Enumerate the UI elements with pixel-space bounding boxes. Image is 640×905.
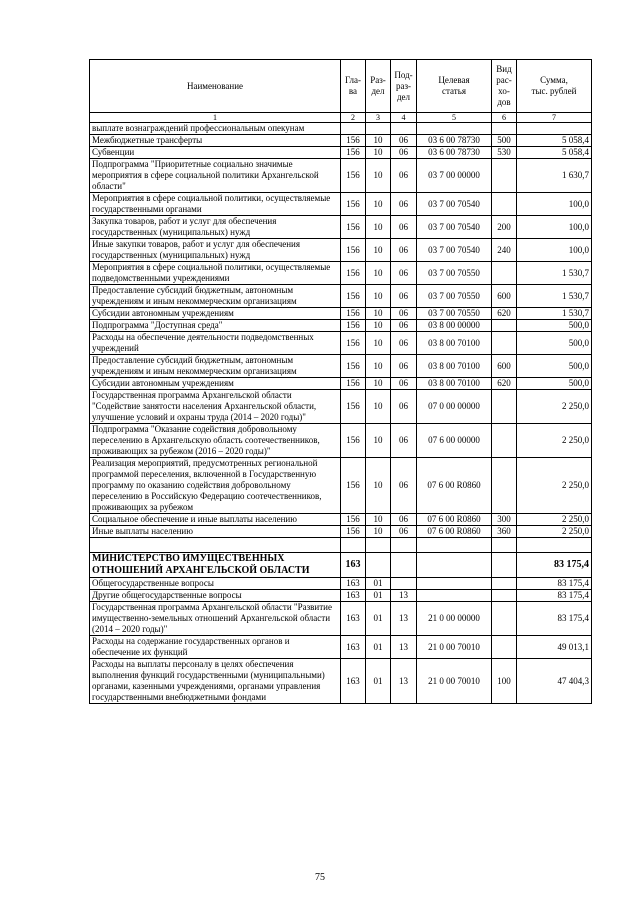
row-name: Предоставление субсидий бюджетным, автономным учреждениям и иным некоммерческим организациям xyxy=(90,285,341,308)
row-glava: 156 xyxy=(341,147,366,159)
row-name xyxy=(90,538,341,553)
row-podrazdel: 06 xyxy=(391,390,417,424)
column-number: 6 xyxy=(492,113,517,123)
row-expense-type xyxy=(492,553,517,578)
row-target-article: 03 7 00 70550 xyxy=(417,308,492,320)
column-number: 2 xyxy=(341,113,366,123)
row-glava: 156 xyxy=(341,262,366,285)
row-podrazdel: 06 xyxy=(391,193,417,216)
row-razdel: 10 xyxy=(366,514,391,526)
row-podrazdel: 06 xyxy=(391,147,417,159)
row-name: Субсидии автономным учреждениям xyxy=(90,308,341,320)
row-glava: 156 xyxy=(341,216,366,239)
row-podrazdel: 06 xyxy=(391,308,417,320)
table-row xyxy=(90,578,592,590)
row-podrazdel: 06 xyxy=(391,378,417,390)
row-razdel: 10 xyxy=(366,135,391,147)
row-podrazdel xyxy=(391,578,417,590)
row-podrazdel: 13 xyxy=(391,590,417,602)
row-sum: 1 630,7 xyxy=(517,159,592,193)
table-row xyxy=(90,659,592,704)
row-glava: 163 xyxy=(341,590,366,602)
row-expense-type: 600 xyxy=(492,285,517,308)
column-number: 5 xyxy=(417,113,492,123)
row-razdel: 01 xyxy=(366,590,391,602)
row-target-article: 03 8 00 70100 xyxy=(417,378,492,390)
row-target-article: 07 6 00 R0860 xyxy=(417,514,492,526)
row-expense-type xyxy=(492,262,517,285)
header-target: Целевая статья xyxy=(417,60,492,113)
row-razdel: 10 xyxy=(366,332,391,355)
row-name: Подпрограмма "Приоритетные социально значимые мероприятия в сфере социальной политики Архангельской области" xyxy=(90,159,341,193)
header-podrazdel: Под- раз- дел xyxy=(391,60,417,113)
row-name: Государственная программа Архангельской области "Развитие имущественно-земельных отношений Архангельской области (2014 – 2020 годы)" xyxy=(90,602,341,636)
row-podrazdel: 06 xyxy=(391,458,417,514)
row-target-article: 07 6 00 R0860 xyxy=(417,458,492,514)
row-name: Подпрограмма "Доступная среда" xyxy=(90,320,341,332)
header-vid: Вид рас- хо- дов xyxy=(492,60,517,113)
row-name: Расходы на выплаты персоналу в целях обеспечения выполнения функций государственными (муниципальными) органами, казенными учреждениями, органами управления государственными внебюджетными фондами xyxy=(90,659,341,704)
row-podrazdel: 06 xyxy=(391,424,417,458)
row-sum: 500,0 xyxy=(517,320,592,332)
row-sum: 500,0 xyxy=(517,378,592,390)
row-sum xyxy=(517,538,592,553)
row-sum: 500,0 xyxy=(517,355,592,378)
row-expense-type: 240 xyxy=(492,239,517,262)
row-target-article: 07 0 00 00000 xyxy=(417,390,492,424)
row-razdel: 10 xyxy=(366,216,391,239)
row-razdel: 10 xyxy=(366,285,391,308)
row-sum: 100,0 xyxy=(517,216,592,239)
table-row xyxy=(90,602,592,636)
row-razdel: 10 xyxy=(366,262,391,285)
row-expense-type xyxy=(492,332,517,355)
row-expense-type: 100 xyxy=(492,659,517,704)
row-name: Реализация мероприятий, предусмотренных региональной программой переселения, включенной в Государственную программу по оказанию содействия добровольному переселению в Российскую Федерацию соотечественников, проживающих за рубежом xyxy=(90,458,341,514)
table-row xyxy=(90,159,592,193)
row-podrazdel xyxy=(391,553,417,578)
row-expense-type: 360 xyxy=(492,526,517,538)
row-sum: 2 250,0 xyxy=(517,458,592,514)
row-name: Иные закупки товаров, работ и услуг для обеспечения государственных (муниципальных) нужд xyxy=(90,239,341,262)
row-podrazdel: 06 xyxy=(391,239,417,262)
row-target-article: 03 7 00 70540 xyxy=(417,239,492,262)
row-target-article: 03 8 00 00000 xyxy=(417,320,492,332)
row-sum xyxy=(517,123,592,135)
row-glava: 156 xyxy=(341,320,366,332)
row-podrazdel: 06 xyxy=(391,262,417,285)
table-row xyxy=(90,526,592,538)
row-target-article xyxy=(417,538,492,553)
row-podrazdel: 13 xyxy=(391,636,417,659)
table-row xyxy=(90,193,592,216)
row-target-article: 07 6 00 R0860 xyxy=(417,526,492,538)
row-razdel: 10 xyxy=(366,355,391,378)
budget-table xyxy=(89,59,592,704)
row-name: Государственная программа Архангельской области "Содействие занятости населения Архангельской области, улучшение условий и охраны труда (2014 – 2020 годы)" xyxy=(90,390,341,424)
table-row xyxy=(90,390,592,424)
row-podrazdel: 06 xyxy=(391,216,417,239)
row-razdel xyxy=(366,123,391,135)
row-sum: 5 058,4 xyxy=(517,147,592,159)
header-row xyxy=(90,60,592,113)
row-glava: 163 xyxy=(341,659,366,704)
row-glava: 156 xyxy=(341,526,366,538)
row-expense-type xyxy=(492,390,517,424)
column-number: 7 xyxy=(517,113,592,123)
row-expense-type xyxy=(492,159,517,193)
row-glava: 156 xyxy=(341,458,366,514)
row-razdel: 10 xyxy=(366,193,391,216)
row-razdel: 10 xyxy=(366,308,391,320)
row-expense-type xyxy=(492,590,517,602)
row-expense-type xyxy=(492,636,517,659)
row-sum: 1 530,7 xyxy=(517,262,592,285)
row-target-article: 21 0 00 70010 xyxy=(417,636,492,659)
row-expense-type xyxy=(492,538,517,553)
row-podrazdel: 13 xyxy=(391,602,417,636)
row-expense-type: 620 xyxy=(492,308,517,320)
row-sum: 2 250,0 xyxy=(517,526,592,538)
row-glava: 156 xyxy=(341,378,366,390)
row-sum: 47 404,3 xyxy=(517,659,592,704)
row-razdel: 10 xyxy=(366,378,391,390)
row-expense-type xyxy=(492,424,517,458)
row-sum: 1 530,7 xyxy=(517,308,592,320)
header-glava: Гла- ва xyxy=(341,60,366,113)
header-name: Наименование xyxy=(90,60,341,113)
row-target-article xyxy=(417,590,492,602)
row-expense-type: 300 xyxy=(492,514,517,526)
row-name: Социальное обеспечение и иные выплаты населению xyxy=(90,514,341,526)
row-glava: 163 xyxy=(341,636,366,659)
row-target-article: 21 0 00 00000 xyxy=(417,602,492,636)
row-target-article xyxy=(417,123,492,135)
row-sum: 100,0 xyxy=(517,239,592,262)
row-sum: 49 013,1 xyxy=(517,636,592,659)
page-number: 75 xyxy=(315,872,325,883)
table-row xyxy=(90,285,592,308)
row-sum: 5 058,4 xyxy=(517,135,592,147)
table-row xyxy=(90,636,592,659)
row-name: Иные выплаты населению xyxy=(90,526,341,538)
row-name: Расходы на обеспечение деятельности подведомственных учреждений xyxy=(90,332,341,355)
row-target-article: 03 8 00 70100 xyxy=(417,332,492,355)
row-target-article xyxy=(417,553,492,578)
row-name: Расходы на содержание государственных органов и обеспечение их функций xyxy=(90,636,341,659)
table-row xyxy=(90,216,592,239)
table-row xyxy=(90,553,592,578)
row-podrazdel: 06 xyxy=(391,135,417,147)
row-expense-type xyxy=(492,578,517,590)
row-glava: 156 xyxy=(341,514,366,526)
row-razdel xyxy=(366,538,391,553)
row-expense-type xyxy=(492,123,517,135)
row-sum: 83 175,4 xyxy=(517,602,592,636)
row-name: Другие общегосударственные вопросы xyxy=(90,590,341,602)
table-row xyxy=(90,514,592,526)
row-glava: 156 xyxy=(341,390,366,424)
table-row xyxy=(90,332,592,355)
table-row xyxy=(90,378,592,390)
table-row xyxy=(90,147,592,159)
row-target-article: 03 7 00 70540 xyxy=(417,193,492,216)
table-row xyxy=(90,355,592,378)
row-glava: 156 xyxy=(341,239,366,262)
row-razdel: 10 xyxy=(366,424,391,458)
row-podrazdel: 06 xyxy=(391,159,417,193)
row-razdel: 01 xyxy=(366,602,391,636)
row-target-article: 03 7 00 00000 xyxy=(417,159,492,193)
row-name: Подпрограмма "Оказание содействия добровольному переселению в Архангельскую область соотечественников, проживающих за рубежом (2016 – 2020 годы)" xyxy=(90,424,341,458)
column-number: 4 xyxy=(391,113,417,123)
row-glava: 156 xyxy=(341,332,366,355)
row-target-article xyxy=(417,578,492,590)
row-podrazdel: 06 xyxy=(391,355,417,378)
table-row xyxy=(90,135,592,147)
row-sum: 83 175,4 xyxy=(517,553,592,578)
row-razdel: 10 xyxy=(366,390,391,424)
row-sum: 2 250,0 xyxy=(517,390,592,424)
row-target-article: 03 6 00 78730 xyxy=(417,135,492,147)
row-glava: 156 xyxy=(341,193,366,216)
row-sum: 1 530,7 xyxy=(517,285,592,308)
row-name: Субвенции xyxy=(90,147,341,159)
row-razdel: 10 xyxy=(366,320,391,332)
row-glava xyxy=(341,538,366,553)
column-number: 1 xyxy=(90,113,341,123)
row-glava: 156 xyxy=(341,135,366,147)
row-name: Субсидии автономным учреждениям xyxy=(90,378,341,390)
header-sum: Сумма, тыс. рублей xyxy=(517,60,592,113)
row-sum: 83 175,4 xyxy=(517,590,592,602)
row-podrazdel: 06 xyxy=(391,526,417,538)
row-target-article: 03 6 00 78730 xyxy=(417,147,492,159)
table-row xyxy=(90,308,592,320)
row-name: Общегосударственные вопросы xyxy=(90,578,341,590)
row-name: Предоставление субсидий бюджетным, автономным учреждениям и иным некоммерческим организациям xyxy=(90,355,341,378)
row-sum: 2 250,0 xyxy=(517,424,592,458)
row-target-article: 03 7 00 70550 xyxy=(417,285,492,308)
row-glava: 163 xyxy=(341,578,366,590)
row-target-article: 03 7 00 70550 xyxy=(417,262,492,285)
column-number-row xyxy=(90,113,592,123)
row-razdel: 01 xyxy=(366,659,391,704)
row-name: Межбюджетные трансферты xyxy=(90,135,341,147)
row-glava: 163 xyxy=(341,602,366,636)
row-name: Мероприятия в сфере социальной политики, осуществляемые подведомственными учреждениями xyxy=(90,262,341,285)
row-glava: 156 xyxy=(341,424,366,458)
table-row xyxy=(90,320,592,332)
row-expense-type xyxy=(492,320,517,332)
row-razdel: 01 xyxy=(366,578,391,590)
row-glava: 163 xyxy=(341,553,366,578)
table-row xyxy=(90,123,592,135)
row-sum: 500,0 xyxy=(517,332,592,355)
row-razdel: 10 xyxy=(366,159,391,193)
row-razdel xyxy=(366,553,391,578)
row-razdel: 10 xyxy=(366,458,391,514)
row-target-article: 07 6 00 00000 xyxy=(417,424,492,458)
row-name: МИНИСТЕРСТВО ИМУЩЕСТВЕННЫХ ОТНОШЕНИЙ АРХАНГЕЛЬСКОЙ ОБЛАСТИ xyxy=(90,553,341,578)
header-razdel: Раз- дел xyxy=(366,60,391,113)
row-target-article: 21 0 00 70010 xyxy=(417,659,492,704)
row-podrazdel: 13 xyxy=(391,659,417,704)
row-name: Закупка товаров, работ и услуг для обеспечения государственных (муниципальных) нужд xyxy=(90,216,341,239)
row-sum: 83 175,4 xyxy=(517,578,592,590)
row-expense-type xyxy=(492,193,517,216)
row-podrazdel: 06 xyxy=(391,332,417,355)
row-sum: 100,0 xyxy=(517,193,592,216)
row-razdel: 01 xyxy=(366,636,391,659)
table-body xyxy=(90,123,592,704)
row-expense-type: 500 xyxy=(492,135,517,147)
table-row xyxy=(90,262,592,285)
table-row xyxy=(90,590,592,602)
row-razdel: 10 xyxy=(366,526,391,538)
table-row xyxy=(90,458,592,514)
row-glava: 156 xyxy=(341,285,366,308)
row-target-article: 03 8 00 70100 xyxy=(417,355,492,378)
row-glava: 156 xyxy=(341,355,366,378)
row-expense-type: 600 xyxy=(492,355,517,378)
row-expense-type: 530 xyxy=(492,147,517,159)
row-expense-type xyxy=(492,602,517,636)
row-podrazdel: 06 xyxy=(391,514,417,526)
row-target-article: 03 7 00 70540 xyxy=(417,216,492,239)
row-name: Мероприятия в сфере социальной политики, осуществляемые государственными органами xyxy=(90,193,341,216)
row-name: выплате вознаграждений профессиональным опекунам xyxy=(90,123,341,135)
row-podrazdel xyxy=(391,123,417,135)
row-expense-type xyxy=(492,458,517,514)
row-podrazdel xyxy=(391,538,417,553)
column-number: 3 xyxy=(366,113,391,123)
row-glava: 156 xyxy=(341,308,366,320)
row-sum: 2 250,0 xyxy=(517,514,592,526)
table-row xyxy=(90,424,592,458)
row-razdel: 10 xyxy=(366,239,391,262)
row-podrazdel: 06 xyxy=(391,320,417,332)
row-glava: 156 xyxy=(341,159,366,193)
row-expense-type: 200 xyxy=(492,216,517,239)
row-expense-type: 620 xyxy=(492,378,517,390)
table-row xyxy=(90,538,592,553)
table-row xyxy=(90,239,592,262)
row-podrazdel: 06 xyxy=(391,285,417,308)
row-razdel: 10 xyxy=(366,147,391,159)
row-glava xyxy=(341,123,366,135)
